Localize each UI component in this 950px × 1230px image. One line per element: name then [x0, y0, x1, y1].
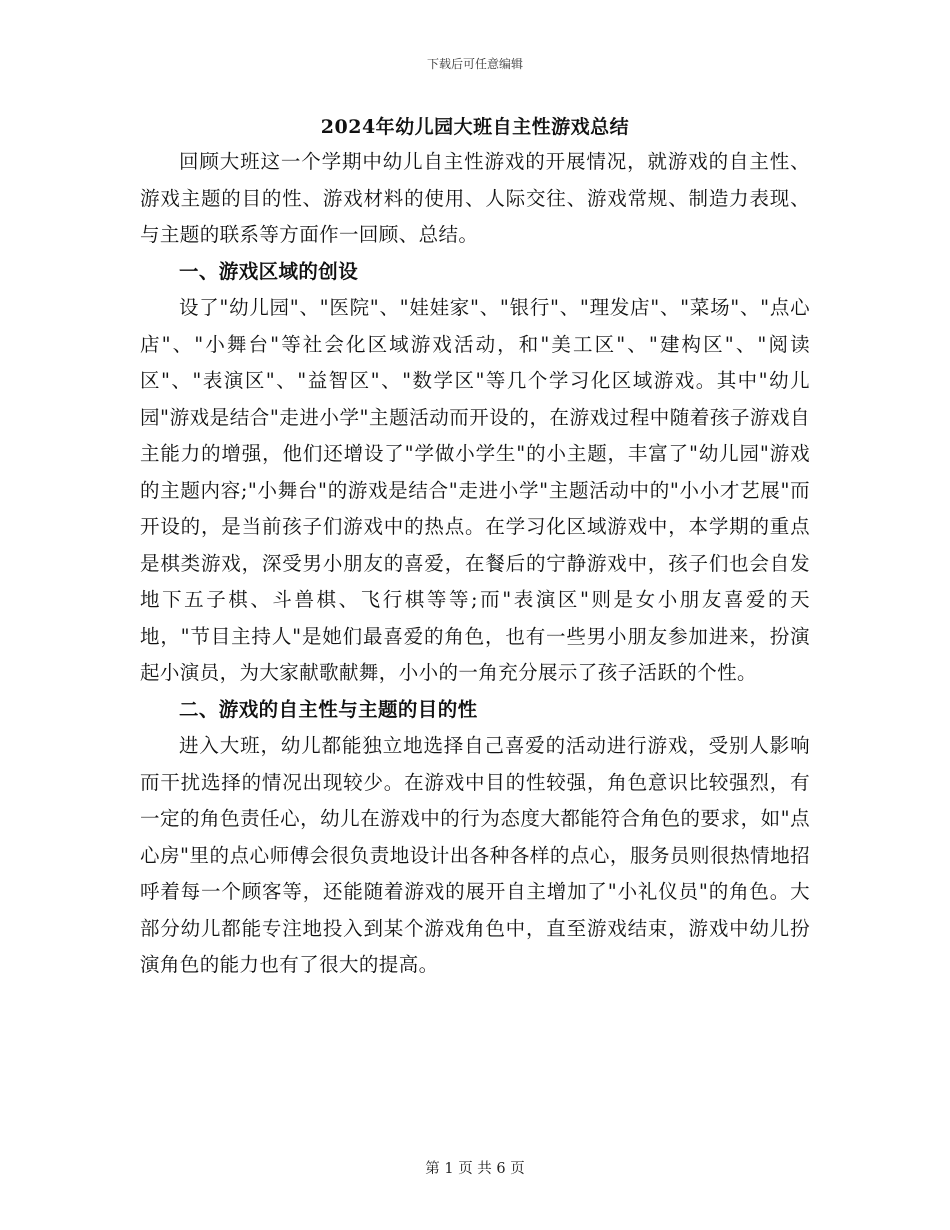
document-title: 2024年幼儿园大班自主性游戏总结: [320, 116, 630, 138]
intro-paragraph: 回顾大班这一个学期中幼儿自主性游戏的开展情况，就游戏的自主性、游戏主题的目的性、游戏材料的使用、人际交往、游戏常规、制造力表现、与主题的联系等方面作一回顾、总结。: [140, 150, 810, 246]
section-2-paragraph: 进入大班，幼儿都能独立地选择自己喜爱的活动进行游戏，受别人影响而干扰选择的情况出现较少。在游戏中目的性较强，角色意识比较强烈，有一定的角色责任心，幼儿在游戏中的行为态度大都能符合角色的要求，如"点心房"里的点心师傅会很负责地设计出各种各样的点心，服务员则很热情地招呼着每一个顾客等，还能随着游戏的展开自主增加了"小礼仪员"的角色。大部分幼儿都能专注地投入到某个游戏角色中，直至游戏结束，游戏中幼儿扮演角色的能力也有了很大的提高。: [140, 734, 810, 976]
document-body: [140, 112, 810, 984]
section-heading-2: 二、游戏的自主性与主题的目的性: [179, 697, 478, 721]
section-1-paragraph: 设了"幼儿园"、"医院"、"娃娃家"、"银行"、"理发店"、"菜场"、"点心店"、"小舞台"等社会化区域游戏活动，和"美工区"、"建构区"、"阅读区"、"表演区"、"益智区"、"数学区"等几个学习化区域游戏。其中"幼儿园"游戏是结合"走进小学"主题活动而开设的，在游戏过程中随着孩子游戏自主能力的增强，他们还增设了"学做小学生"的小主题，丰富了"幼儿园"游戏的主题内容;"小舞台"的游戏是结合"走进小学"主题活动中的"小小才艺展"而开设的，是当前孩子们游戏中的热点。在学习化区域游戏中，本学期的重点是棋类游戏，深受男小朋友的喜爱，在餐后的宁静游戏中，孩子们也会自发地下五子棋、斗兽棋、飞行棋等等;而"表演区"则是女小朋友喜爱的天地，"节目主持人"是她们最喜爱的角色，也有一些男小朋友参加进来，扮演起小演员，为大家献歌献舞，小小的一角充分展示了孩子活跃的个性。: [140, 296, 810, 684]
page-number: 第 1 页 共 6 页: [425, 1161, 525, 1177]
page-header: 下载后可任意编辑: [426, 57, 523, 71]
section-heading-1: 一、游戏区域的创设: [179, 259, 359, 283]
